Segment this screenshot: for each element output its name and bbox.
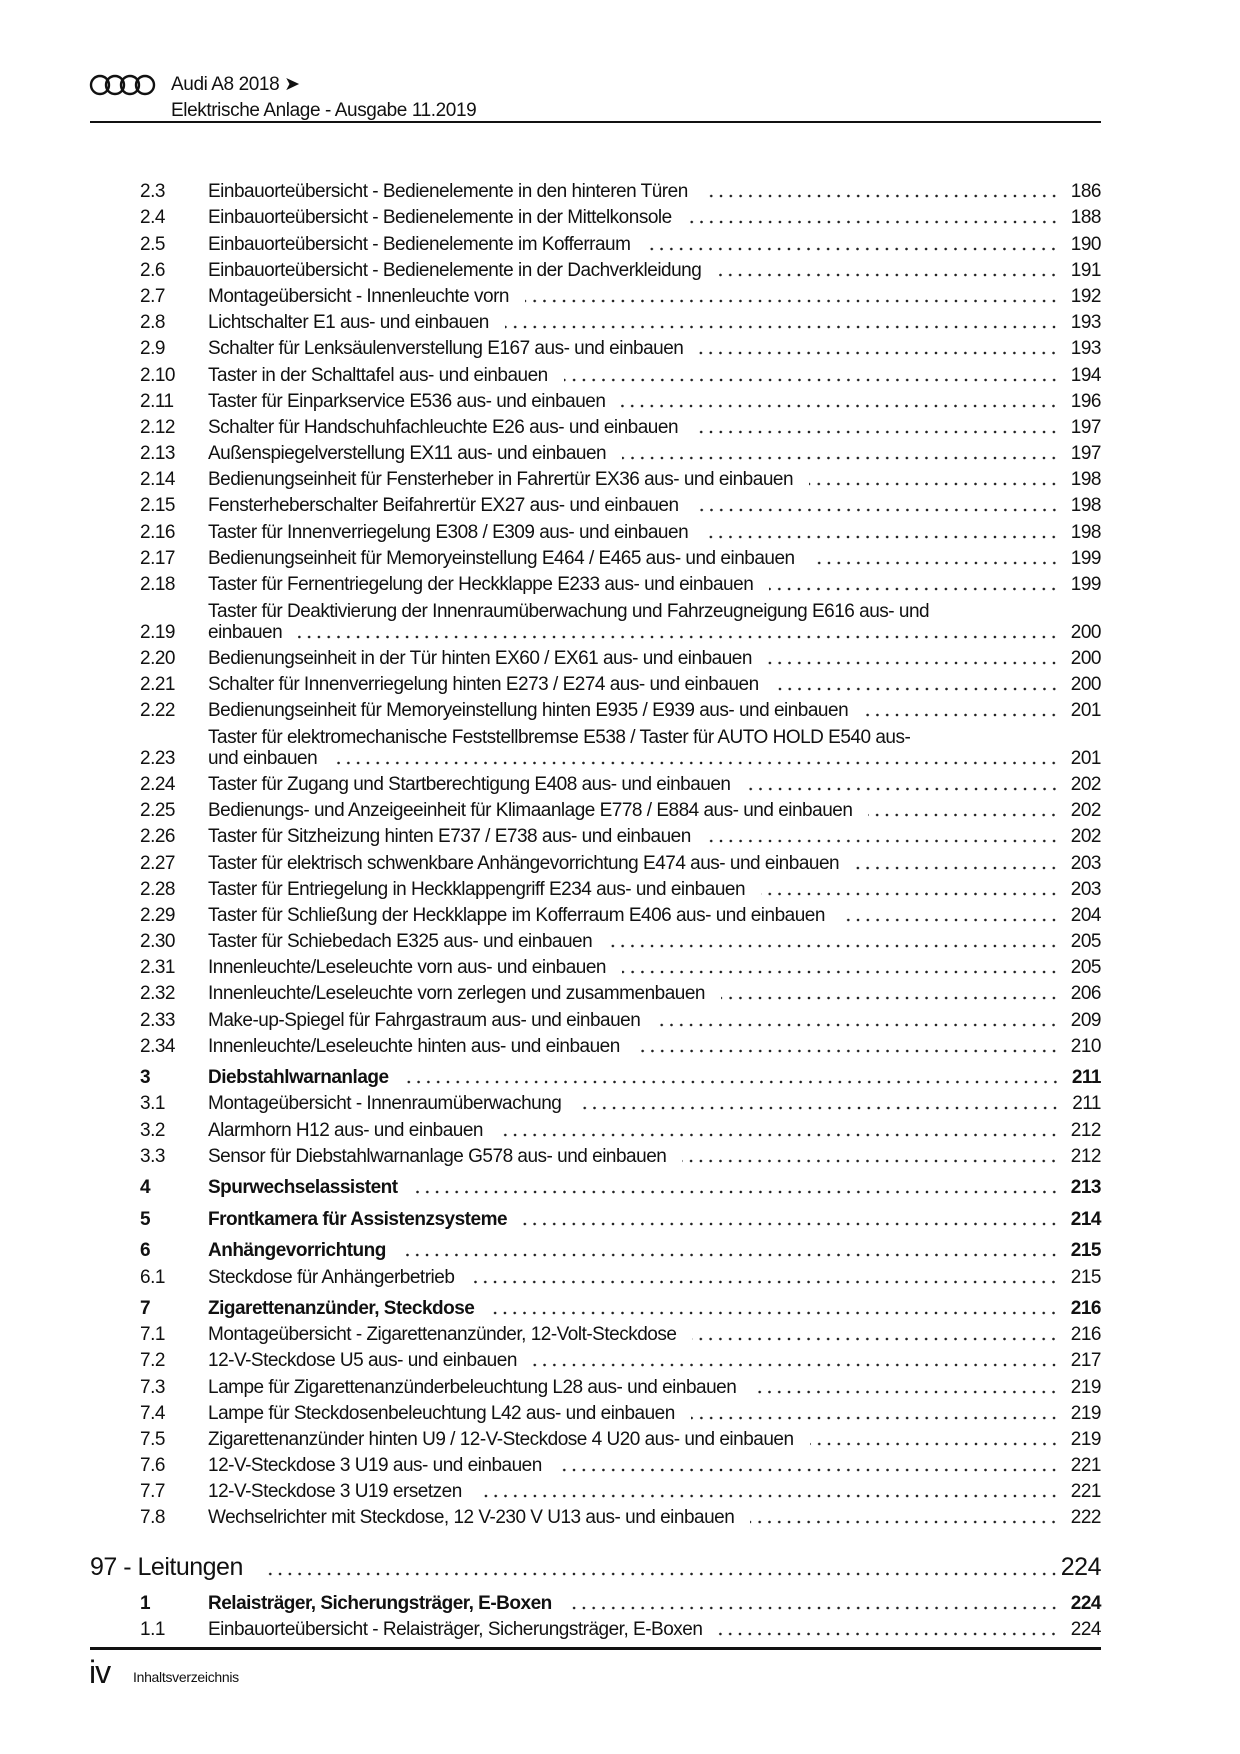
toc-entry-title: Taster für Zugang und Startberechtigung E408 aus- und einbauen xyxy=(208,773,731,795)
toc-entry-title: Wechselrichter mit Steckdose, 12 V-230 V U13 aus- und einbauen xyxy=(208,1507,735,1529)
dot-leader xyxy=(564,378,1059,382)
toc-entry-number: 2.6 xyxy=(140,259,165,281)
dot-leader xyxy=(750,1520,1058,1524)
dot-leader xyxy=(747,787,1059,791)
dot-leader xyxy=(699,351,1058,355)
toc-entry-page: 203 xyxy=(1070,852,1101,874)
toc-entry-title: Taster für Deaktivierung der Innenraumüberwachung und Fahrzeugneigung E616 aus- und xyxy=(208,600,930,622)
toc-entry-page: 212 xyxy=(1070,1145,1101,1167)
audi-rings-logo xyxy=(89,74,159,96)
toc-entry-page: 215 xyxy=(1070,1266,1101,1288)
dot-leader xyxy=(405,1080,1060,1084)
toc-entry-page: 188 xyxy=(1070,207,1101,229)
dot-leader xyxy=(769,587,1059,591)
dot-leader xyxy=(402,1253,1059,1257)
toc-entry-number: 7.1 xyxy=(140,1324,165,1346)
toc-entry-title: Innenleuchte/Leseleuchte hinten aus- und einbauen xyxy=(208,1035,620,1057)
toc-entry-title: Sensor für Diebstahlwarnanlage G578 aus- und einbauen xyxy=(208,1145,667,1167)
toc-entry-title: Schalter für Handschuhfachleuchte E26 aus- und einbauen xyxy=(208,416,679,438)
toc-chapter-entry[interactable] xyxy=(140,1587,1101,1613)
toc-entry[interactable] xyxy=(140,821,1101,847)
toc-entry-number: 2.4 xyxy=(140,207,165,229)
toc-entry[interactable] xyxy=(140,386,1101,412)
toc-entry-number: 2.11 xyxy=(140,390,174,412)
toc-entry[interactable] xyxy=(140,926,1101,952)
toc-entry-title: Taster in der Schalttafel aus- und einbauen xyxy=(208,364,548,386)
toc-entry[interactable] xyxy=(140,412,1101,438)
toc-entry[interactable] xyxy=(140,847,1101,873)
toc-entry-title: Frontkamera für Assistenzsysteme xyxy=(208,1208,508,1230)
toc-entry-title: Schalter für Innenverriegelung hinten E273 / E274 aus- und einbauen xyxy=(208,673,759,695)
toc-entry[interactable] xyxy=(140,795,1101,821)
toc-entry-title: Bedienungseinheit für Memoryeinstellung E464 / E465 aus- und einbauen xyxy=(208,547,795,569)
toc-entry[interactable] xyxy=(140,1450,1101,1476)
dot-leader xyxy=(621,404,1058,408)
toc-entry-number: 3.1 xyxy=(140,1093,165,1115)
toc-entry-title: Einbauorteübersicht - Bedienelemente in der Dachverkleidung xyxy=(208,259,702,281)
toc-entry-page: 200 xyxy=(1070,647,1101,669)
toc-entry-page: 211 xyxy=(1071,1067,1101,1089)
toc-entry-page: 198 xyxy=(1070,521,1101,543)
toc-part-entry[interactable] xyxy=(90,1547,1101,1580)
toc-entry[interactable] xyxy=(140,1476,1101,1502)
toc-entry-page: 199 xyxy=(1070,574,1101,595)
toc-entry-number: 2.34 xyxy=(140,1035,175,1057)
toc-entry-page: 199 xyxy=(1070,547,1101,569)
toc-entry-page: 224 xyxy=(1060,1553,1101,1582)
toc-entry[interactable] xyxy=(140,359,1101,385)
table-of-contents xyxy=(90,176,1101,1640)
toc-entry-number: 2.18 xyxy=(140,574,175,595)
toc-entry[interactable] xyxy=(140,333,1101,359)
dot-leader xyxy=(636,1049,1059,1053)
toc-entry-number: 2.9 xyxy=(140,338,165,360)
toc-entry[interactable] xyxy=(140,438,1101,464)
toc-entry-number: 3.2 xyxy=(140,1119,165,1141)
dot-leader xyxy=(622,970,1059,974)
toc-entry-page: 193 xyxy=(1070,338,1101,360)
dot-leader xyxy=(864,713,1059,717)
toc-entry[interactable] xyxy=(140,1031,1101,1057)
toc-chapter-entry[interactable] xyxy=(140,1172,1101,1198)
toc-entry-number: 2.32 xyxy=(140,983,175,1005)
toc-entry-page: 216 xyxy=(1070,1297,1101,1319)
dot-leader xyxy=(707,839,1059,843)
toc-chapter-entry[interactable] xyxy=(140,1235,1101,1261)
toc-entry-number: 6 xyxy=(140,1240,151,1262)
toc-entry-page: 224 xyxy=(1070,1618,1101,1640)
toc-entry-number: 97 - Leitungen xyxy=(90,1553,243,1582)
toc-entry-number: 2.17 xyxy=(140,547,175,569)
toc-entry[interactable] xyxy=(140,1319,1101,1345)
dot-leader xyxy=(810,1442,1059,1446)
toc-entry-title-block xyxy=(208,601,1101,643)
toc-entry-number: 2.14 xyxy=(140,469,175,491)
toc-entry-page: 219 xyxy=(1070,1428,1101,1450)
toc-entry-number: 2.8 xyxy=(140,312,165,334)
toc-entry-title: Diebstahlwarnanlage xyxy=(208,1067,389,1089)
dot-leader xyxy=(414,1190,1059,1194)
toc-entry-number: 7.8 xyxy=(140,1507,165,1529)
dot-leader xyxy=(768,661,1059,665)
toc-entry-title: Bedienungseinheit für Fensterheber in Fahrertür EX36 aus- und einbauen xyxy=(208,469,794,491)
dot-leader xyxy=(525,299,1059,303)
toc-entry-title: Taster für Innenverriegelung E308 / E309 aus- und einbauen xyxy=(208,521,689,543)
toc-entry-title: Montageübersicht - Innenleuchte vorn xyxy=(208,285,509,307)
toc-entry-number: 7.3 xyxy=(140,1376,165,1398)
toc-entry-page: 214 xyxy=(1070,1208,1101,1230)
toc-entry[interactable] xyxy=(140,1502,1101,1528)
toc-entry-title: Lampe für Zigarettenanzünderbeleuchtung L28 aus- und einbauen xyxy=(208,1376,737,1398)
toc-entry-title: Bedienungseinheit für Memoryeinstellung hinten E935 / E939 aus- und einbauen xyxy=(208,700,849,722)
header-model: Audi A8 2018 ➤ xyxy=(171,74,300,95)
toc-entry[interactable] xyxy=(140,569,1101,595)
toc-entry-title: Taster für Sitzheizung hinten E737 / E738 aus- und einbauen xyxy=(208,826,691,848)
dot-leader xyxy=(721,996,1059,1000)
toc-entry[interactable] xyxy=(140,176,1101,202)
toc-entry[interactable] xyxy=(140,643,1101,669)
toc-entry-page: 224 xyxy=(1070,1592,1101,1614)
toc-entry-number: 2.13 xyxy=(140,443,175,465)
toc-entry-title: Alarmhorn H12 aus- und einbauen xyxy=(208,1119,483,1141)
toc-entry-number: 2.15 xyxy=(140,495,175,517)
toc-entry-page: 210 xyxy=(1070,1035,1101,1057)
toc-entry-number: 7 xyxy=(140,1297,151,1319)
toc-entry-number: 2.19 xyxy=(140,621,175,643)
toc-entry[interactable] xyxy=(140,1004,1101,1030)
header-subtitle: Elektrische Anlage - Ausgabe 11.2019 xyxy=(171,100,477,121)
toc-entry[interactable] xyxy=(140,255,1101,281)
toc-entry[interactable] xyxy=(140,1398,1101,1424)
dot-leader xyxy=(775,687,1059,691)
toc-entry-title: Innenleuchte/Leseleuchte vorn aus- und einbauen xyxy=(208,957,606,979)
toc-chapter-entry[interactable] xyxy=(140,1062,1101,1088)
toc-entry[interactable] xyxy=(140,1114,1101,1140)
toc-entry[interactable] xyxy=(140,464,1101,490)
toc-entry-title-continued: und einbauen xyxy=(208,747,318,769)
toc-entry-page: 201 xyxy=(1070,700,1101,722)
toc-entry-number: 2.33 xyxy=(140,1009,175,1031)
toc-entry-title: Einbauorteübersicht - Bedienelemente in der Mittelkonsole xyxy=(208,207,672,229)
toc-entry-page: 198 xyxy=(1070,469,1101,491)
toc-entry-number: 2.23 xyxy=(140,747,175,769)
document-header xyxy=(171,72,476,124)
toc-entry-page: 191 xyxy=(1070,259,1101,281)
toc-entry[interactable] xyxy=(140,695,1101,721)
toc-entry-number: 7.4 xyxy=(140,1402,165,1424)
toc-entry-title: Montageübersicht - Innenraumüberwachung xyxy=(208,1093,562,1115)
toc-entry-page: 221 xyxy=(1070,1455,1101,1477)
toc-entry-number: 3 xyxy=(140,1067,151,1089)
dot-leader xyxy=(298,635,1059,639)
dot-leader xyxy=(704,194,1059,198)
toc-entry-title-continued: einbauen xyxy=(208,621,283,643)
toc-entry-page: 211 xyxy=(1072,1093,1101,1115)
toc-entry-page: 204 xyxy=(1070,904,1101,926)
dot-leader xyxy=(717,273,1058,277)
toc-entry-number: 2.3 xyxy=(140,181,165,203)
toc-entry-page: 197 xyxy=(1070,416,1101,438)
toc-entry-title: Lichtschalter E1 aus- und einbauen xyxy=(208,312,489,334)
toc-entry-number: 1 xyxy=(140,1592,151,1614)
toc-entry[interactable] xyxy=(140,228,1101,254)
dot-leader xyxy=(577,1106,1060,1110)
toc-entry[interactable] xyxy=(140,1345,1101,1371)
footer-label: Inhaltsverzeichnis xyxy=(133,1669,239,1685)
toc-entry[interactable] xyxy=(140,769,1101,795)
toc-entry-page: 196 xyxy=(1070,390,1101,412)
toc-entry-number: 7.2 xyxy=(140,1350,165,1372)
toc-chapter-entry[interactable] xyxy=(140,1204,1101,1230)
toc-entry-title: Außenspiegelverstellung EX11 aus- und einbauen xyxy=(208,443,607,465)
dot-leader xyxy=(694,430,1059,434)
toc-entry-number: 2.24 xyxy=(140,773,175,795)
toc-entry-number: 2.31 xyxy=(140,957,175,979)
toc-entry-page: 209 xyxy=(1070,1009,1101,1031)
toc-entry-title: Einbauorteübersicht - Bedienelemente in den hinteren Türen xyxy=(208,181,688,203)
toc-entry-number: 2.27 xyxy=(140,852,175,874)
dot-leader xyxy=(558,1468,1059,1472)
toc-entry-number: 5 xyxy=(140,1208,151,1230)
dot-leader xyxy=(265,1572,1059,1576)
toc-entry-title: Zigarettenanzünder hinten U9 / 12-V-Steckdose 4 U20 aus- und einbauen xyxy=(208,1428,794,1450)
toc-entry-title: 12-V-Steckdose 3 U19 ersetzen xyxy=(208,1481,462,1503)
dot-leader xyxy=(752,1390,1058,1394)
toc-entry-page: 202 xyxy=(1070,800,1101,822)
dot-leader xyxy=(646,247,1058,251)
toc-entry[interactable] xyxy=(140,543,1101,569)
dot-leader xyxy=(688,220,1059,224)
toc-entry-page: 200 xyxy=(1070,621,1101,643)
toc-entry-title-line2 xyxy=(208,748,1101,769)
toc-entry[interactable] xyxy=(140,874,1101,900)
toc-entry-page: 203 xyxy=(1070,878,1101,900)
toc-entry-number: 2.28 xyxy=(140,878,175,900)
toc-entry-number: 2.30 xyxy=(140,931,175,953)
toc-entry-title: Anhängevorrichtung xyxy=(208,1240,386,1262)
toc-chapter-entry[interactable] xyxy=(140,1293,1101,1319)
toc-entry[interactable] xyxy=(140,900,1101,926)
toc-entry[interactable] xyxy=(140,1088,1101,1114)
toc-entry-page: 217 xyxy=(1070,1350,1101,1372)
toc-entry-number: 3.3 xyxy=(140,1145,165,1167)
toc-entry-number: 2.20 xyxy=(140,647,175,669)
toc-entry[interactable] xyxy=(140,307,1101,333)
toc-entry-page: 201 xyxy=(1070,747,1101,769)
toc-entry-page: 192 xyxy=(1070,285,1101,307)
dot-leader xyxy=(761,892,1059,896)
toc-entry-number: 7.6 xyxy=(140,1455,165,1477)
toc-entry-page: 222 xyxy=(1070,1507,1101,1529)
dot-leader xyxy=(704,535,1059,539)
toc-entry-title: Fensterheberschalter Beifahrertür EX27 aus- und einbauen xyxy=(208,495,679,517)
toc-entry-title: Relaisträger, Sicherungsträger, E-Boxen xyxy=(208,1592,552,1614)
toc-entry-title: Taster für Fernentriegelung der Heckklappe E233 aus- und einbauen xyxy=(208,574,754,595)
dot-leader xyxy=(811,561,1059,565)
toc-entry-title: Taster für Schließung der Heckklappe im Kofferraum E406 aus- und einbauen xyxy=(208,904,825,926)
toc-entry-title-block xyxy=(208,727,1101,769)
toc-entry[interactable] xyxy=(140,281,1101,307)
toc-entry-number: 2.10 xyxy=(140,364,175,386)
dot-leader xyxy=(809,482,1059,486)
toc-entry-number: 6.1 xyxy=(140,1266,165,1288)
toc-entry[interactable] xyxy=(140,490,1101,516)
toc-entry-title: Taster für Einparkservice E536 aus- und einbauen xyxy=(208,390,606,412)
toc-entry-page: 194 xyxy=(1070,364,1101,386)
toc-entry-number: 2.21 xyxy=(140,673,175,695)
toc-entry[interactable] xyxy=(140,595,1101,643)
dot-leader xyxy=(490,1311,1058,1315)
toc-entry-title: Innenleuchte/Leseleuchte vorn zerlegen und zusammenbauen xyxy=(208,983,705,1005)
dot-leader xyxy=(868,813,1058,817)
dot-leader xyxy=(695,508,1059,512)
toc-entry-page: 206 xyxy=(1070,983,1101,1005)
dot-leader xyxy=(499,1133,1059,1137)
dot-leader xyxy=(855,866,1059,870)
toc-entry-page: 205 xyxy=(1070,957,1101,979)
toc-entry[interactable] xyxy=(140,516,1101,542)
header-divider xyxy=(90,121,1101,123)
toc-entry[interactable] xyxy=(140,1371,1101,1397)
dot-leader xyxy=(478,1494,1059,1498)
toc-entry-page: 197 xyxy=(1070,443,1101,465)
toc-entry[interactable] xyxy=(140,669,1101,695)
toc-entry-page: 216 xyxy=(1070,1324,1101,1346)
toc-entry[interactable] xyxy=(140,1141,1101,1167)
toc-entry-number: 2.16 xyxy=(140,521,175,543)
dot-leader xyxy=(333,761,1059,765)
toc-entry-number: 7.7 xyxy=(140,1481,165,1503)
toc-entry-page: 202 xyxy=(1070,826,1101,848)
toc-entry-title: Taster für elektrisch schwenkbare Anhängevorrichtung E474 aus- und einbauen xyxy=(208,852,840,874)
dot-leader xyxy=(470,1280,1058,1284)
toc-entry-number: 1.1 xyxy=(140,1618,165,1640)
toc-entry-page: 186 xyxy=(1070,181,1101,203)
toc-entry-page: 205 xyxy=(1070,931,1101,953)
toc-entry-number: 2.5 xyxy=(140,233,165,255)
toc-entry-title: 12-V-Steckdose 3 U19 aus- und einbauen xyxy=(208,1455,542,1477)
toc-entry-title: Taster für Schiebedach E325 aus- und einbauen xyxy=(208,931,593,953)
toc-entry-page: 190 xyxy=(1070,233,1101,255)
toc-entry-title: Bedienungseinheit in der Tür hinten EX60 / EX61 aus- und einbauen xyxy=(208,647,752,669)
toc-entry-title: Einbauorteübersicht - Bedienelemente im Kofferraum xyxy=(208,233,631,255)
toc-entry-title: Taster für Entriegelung in Heckklappengriff E234 aus- und einbauen xyxy=(208,878,746,900)
toc-entry-page: 219 xyxy=(1070,1402,1101,1424)
dot-leader xyxy=(568,1606,1059,1610)
toc-entry[interactable] xyxy=(140,1424,1101,1450)
toc-entry-number: 7.5 xyxy=(140,1428,165,1450)
toc-entry-title: Schalter für Lenksäulenverstellung E167 aus- und einbauen xyxy=(208,338,684,360)
toc-entry-number: 2.26 xyxy=(140,826,175,848)
toc-entry-number: 4 xyxy=(140,1177,151,1199)
dot-leader xyxy=(608,944,1059,948)
toc-entry-title: Einbauorteübersicht - Relaisträger, Sicherungsträger, E-Boxen xyxy=(208,1618,703,1640)
toc-entry-number: 2.7 xyxy=(140,285,165,307)
dot-leader xyxy=(691,1416,1059,1420)
footer-divider xyxy=(90,1647,1101,1650)
toc-entry[interactable] xyxy=(140,721,1101,769)
toc-entry-title: Taster für elektromechanische Feststellbremse E538 / Taster für AUTO HOLD E540 aus- xyxy=(208,726,911,748)
dot-leader xyxy=(718,1632,1058,1636)
toc-entry-number: 2.22 xyxy=(140,700,175,722)
dot-leader xyxy=(533,1363,1059,1367)
toc-entry-title-line2 xyxy=(208,622,1101,643)
toc-entry-number: 2.12 xyxy=(140,416,175,438)
toc-entry-number: 2.29 xyxy=(140,904,175,926)
toc-entry-title: Bedienungs- und Anzeigeeinheit für Klimaanlage E778 / E884 aus- und einbauen xyxy=(208,800,853,822)
dot-leader xyxy=(682,1159,1058,1163)
toc-entry-page: 200 xyxy=(1070,673,1101,695)
toc-entry-page: 193 xyxy=(1070,312,1101,334)
toc-entry[interactable] xyxy=(140,978,1101,1004)
toc-entry[interactable] xyxy=(140,1261,1101,1287)
dot-leader xyxy=(622,456,1059,460)
toc-entry-page: 215 xyxy=(1070,1240,1101,1262)
toc-entry-page: 212 xyxy=(1070,1119,1101,1141)
dot-leader xyxy=(841,918,1059,922)
toc-entry-title: 12-V-Steckdose U5 aus- und einbauen xyxy=(208,1350,517,1372)
dot-leader xyxy=(692,1337,1058,1341)
toc-entry[interactable] xyxy=(140,202,1101,228)
toc-entry-page: 221 xyxy=(1070,1481,1101,1503)
toc-entry-page: 202 xyxy=(1070,773,1101,795)
toc-entry-title: Lampe für Steckdosenbeleuchtung L42 aus- und einbauen xyxy=(208,1402,675,1424)
dot-leader xyxy=(523,1222,1059,1226)
footer-page-number: iv xyxy=(89,1654,111,1690)
toc-entry-page: 198 xyxy=(1070,495,1101,517)
dot-leader xyxy=(656,1023,1058,1027)
toc-entry-title: Steckdose für Anhängerbetrieb xyxy=(208,1266,455,1288)
toc-entry-page: 213 xyxy=(1070,1177,1101,1199)
toc-entry[interactable] xyxy=(140,952,1101,978)
toc-entry-number: 2.25 xyxy=(140,800,175,822)
toc-entry[interactable] xyxy=(140,1614,1101,1640)
dot-leader xyxy=(505,325,1059,329)
toc-entry-page: 219 xyxy=(1070,1376,1101,1398)
toc-entry-title: Spurwechselassistent xyxy=(208,1177,398,1199)
toc-entry-title: Make-up-Spiegel für Fahrgastraum aus- und einbauen xyxy=(208,1009,641,1031)
toc-entry-title: Montageübersicht - Zigarettenanzünder, 12-Volt-Steckdose xyxy=(208,1324,677,1346)
toc-entry-title: Zigarettenanzünder, Steckdose xyxy=(208,1297,475,1319)
